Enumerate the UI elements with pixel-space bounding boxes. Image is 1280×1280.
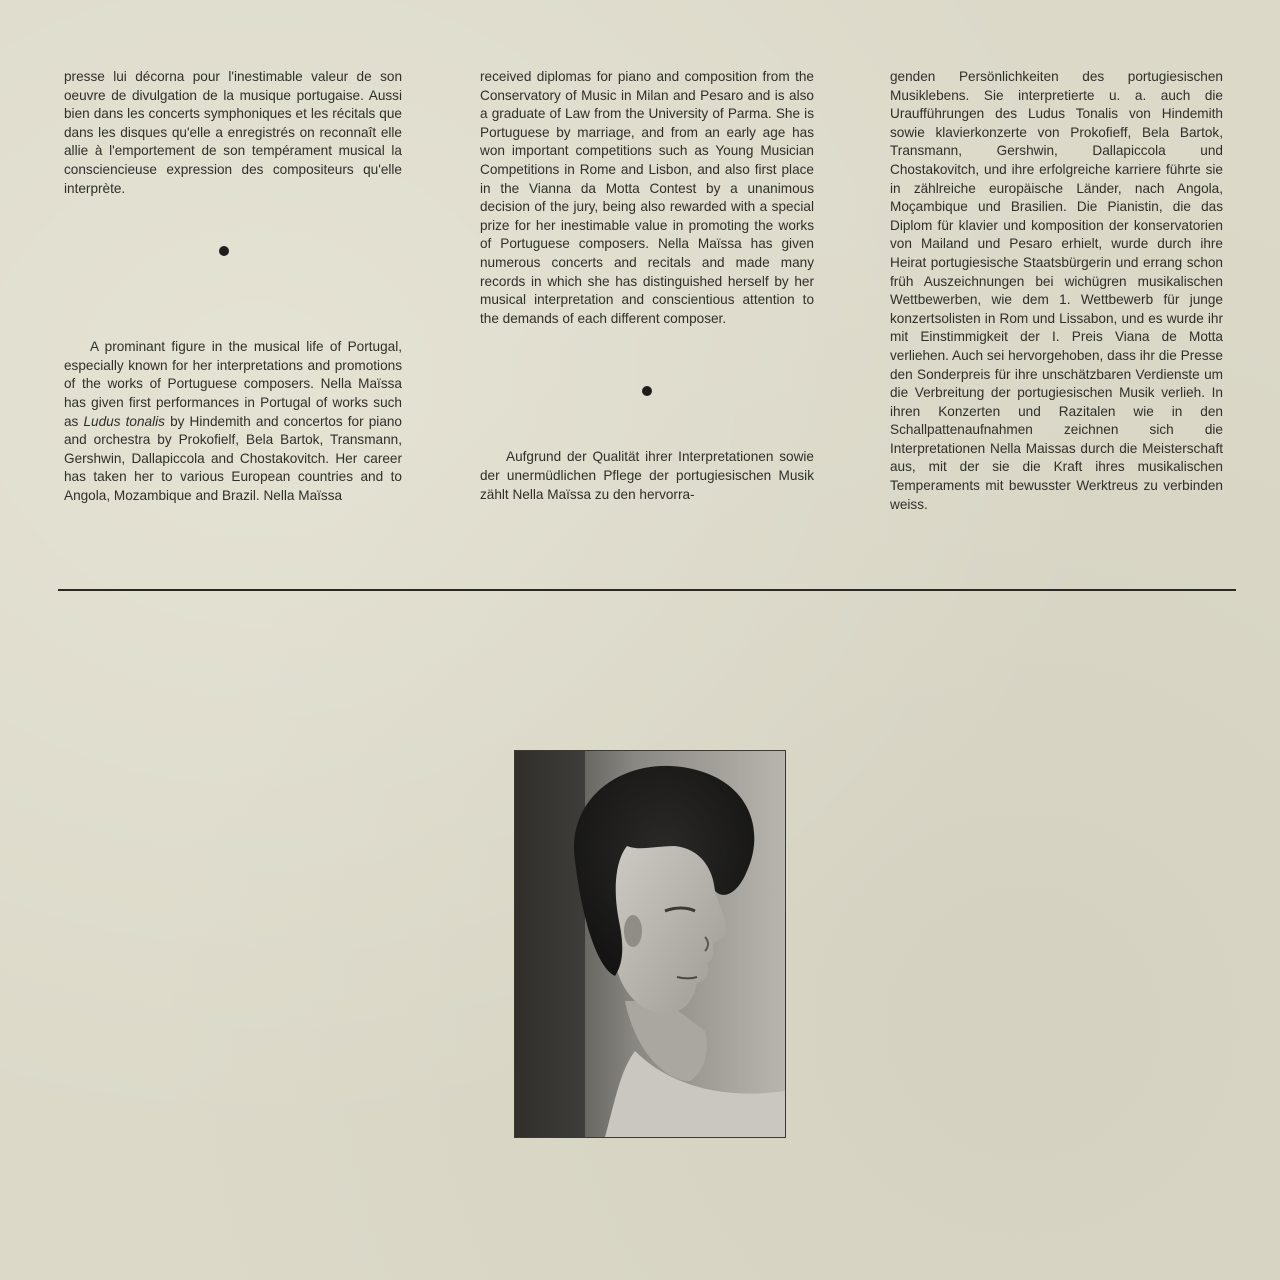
german-paragraph-continuation: genden Persönlichkeiten des portugiesischen Musiklebens. Sie interpretierte u. a. auch die Uraufführungen des Ludus Tonalis von Hindemith sowie klavierkonzerte von Prokofieff, Bela Bartok, Transmann, Gershwin, Dallapiccola und Chostakovitch, und ihre erfolgreiche karriere führte sie in zählreiche europäische Länder, nach Angola, Moçambique und Brasilien. Die Pianistin, die das Diplom für klavier und komposition der konservatorien von Mailand und Pesaro erhielt, wurde durch ihre Heirat portugiesische Staatsbürgerin und errang schon früh Auszeichnungen bei wichügren musikalischen Wettbewerben, wie dem 1. Wettbewerb für junge konzertsolisten in Rom und Lissabon, und es wurde ihr mit Einstimmigkeit der I. Preis Viana de Motta verliehen. Auch sei hervorgehoben, dass ihr die Presse den Sonderpreis für ihre unschätzbaren Verdienste um die Verbreitung der portugiesischen Musik verlieh. In ihren Konzerten und Razitalen wie in den Schallpattenaufnahmen zeichnen sich die Interpretationen Nella Maissas durch die Meisterschaft aus, mit der sie die Kraft ihres musikalischen Temperaments mit bewusster Werktreus zu verbinden weiss. bbox=[890, 69, 1223, 512]
english-paragraph-start bbox=[64, 338, 402, 505]
middle-text-column bbox=[480, 68, 814, 504]
portrait-photo bbox=[514, 750, 786, 1138]
french-text-column bbox=[64, 68, 402, 506]
horizontal-rule bbox=[58, 589, 1236, 591]
portrait-illustration bbox=[515, 751, 785, 1137]
french-paragraph: presse lui décorna pour l'inestimable valeur de son oeuvre de divulgation de la musique portugaise. Aussi bien dans les concerts symphoniques et les récitals que dans les disques qu'elle a enregistrés on reconnaît elle allie à l'emportement de son tempérament musical la consciencieuse expression des compositeurs qu'elle interprète. bbox=[64, 69, 402, 196]
spacer bbox=[64, 256, 402, 338]
german-text-column bbox=[890, 68, 1223, 514]
english-intro: A prominant figure in the musical life of Portugal, especially known for her interpretations and promotions of the works of Portuguese composers. Nella Maïssa has given first performances in Portugal of works such as bbox=[64, 339, 402, 429]
german-paragraph-start: Aufgrund der Qualität ihrer Interpretationen sowie der unermüdlichen Pflege der portugiesischen Musik zählt Nella Maïssa zu den hervorra- bbox=[480, 449, 814, 502]
english-paragraph-continuation: received diplomas for piano and composition from the Conservatory of Music in Milan and Pesaro and is also a graduate of Law from the University of Parma. She is Portuguese by marriage, and from an early age has won important competitions such as Young Musician Competitions in Rome and Lisbon, and also first place in the Vianna da Motta Contest by a unanimous decision of the jury, being also rewarded with a special prize for her inestimable value in promoting the works of Portuguese composers. Nella Maïssa has given numerous concerts and recitals and made many records in which she has distinguished herself by her musical interpretation and conscientious attention to the demands of each different composer. bbox=[480, 69, 814, 326]
spacer bbox=[480, 396, 814, 448]
work-title: Ludus tonalis bbox=[83, 413, 165, 429]
section-bullet bbox=[219, 246, 229, 256]
english-after-title: by Hindemith and concertos for piano and orchestra by Prokofielf, Bela Bartok, Transmann, Gershwin, Dallapiccola and Chostakovitch. Her career has taken her to various European countries and to Angola, Mozambique and Brazil. Nella Maïssa bbox=[64, 413, 402, 503]
section-bullet bbox=[642, 386, 652, 396]
